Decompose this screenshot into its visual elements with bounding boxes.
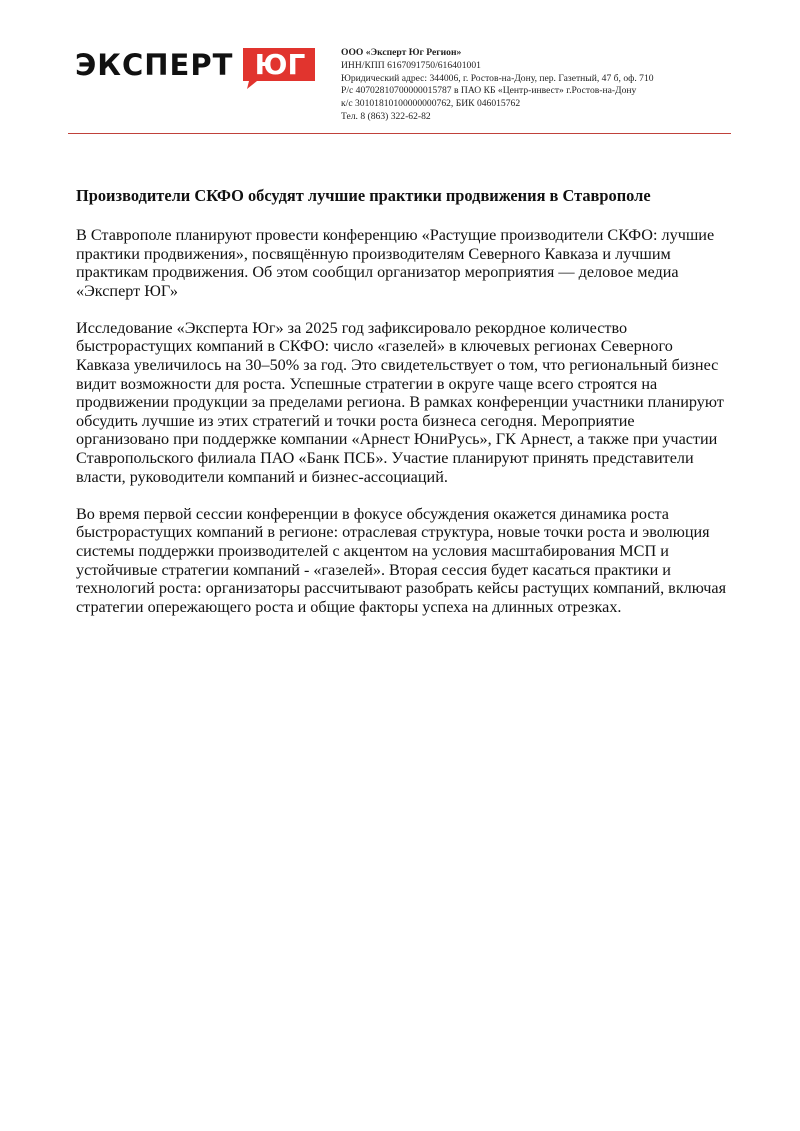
company-logo xyxy=(75,48,315,90)
company-corr-account: к/с 30101810100000000762, БИК 046015762 xyxy=(341,98,521,110)
article-paragraph: В Ставрополе планируют провести конференцию «Растущие производители СКФО: лучшие практики продвижения», посвящённую производителям Северного Кавказа и лучшим практикам продвижения. Об этом сообщил организатор мероприятия — деловое медиа «Эксперт ЮГ» xyxy=(76,226,715,300)
company-bank-account: Р/с 40702810700000015787 в ПАО КБ «Центр-инвест» г.Ростов-на-Дону xyxy=(341,85,637,97)
header-divider xyxy=(68,133,731,134)
letterhead xyxy=(0,0,800,136)
company-details xyxy=(341,47,741,124)
article-headline: Производители СКФО обсудят лучшие практики продвижения в Ставрополе xyxy=(76,186,651,205)
company-phone: Тел. 8 (863) 322-62-82 xyxy=(341,110,431,122)
logo-wordmark: ЭКСПЕРТ xyxy=(75,48,234,82)
article-paragraph: Во время первой сессии конференции в фокусе обсуждения окажется динамика роста быстрорастущих компаний в регионе: отраслевая структура, новые точки роста и эволюция системы поддержки производителей с акцентом на условия масштабирования МСП и устойчивые стратегии компаний - «газелей». Вторая сессия будет касаться практики и технологий роста: организаторы рассчитывают разобрать кейсы растущих компаний, включая стратегии опережающего роста и общие факторы успеха на длинных отрезках. xyxy=(76,504,727,616)
article-paragraph: Исследование «Эксперта Юг» за 2025 год зафиксировало рекордное количество быстрорастущих компаний в СКФО: число «газелей» в ключевых регионах Северного Кавказа увеличилось на 30–50% за год. Это свидетельствует о том, что региональный бизнес видит возможности для роста. Успешные стратегии в округе чаще всего строятся на продвижении продукции за пределами региона. В рамках конференции участники планируют обсудить лучшие из этих стратегий и точки роста бизнеса сегодня. Мероприятие организовано при поддержке компании «Арнест ЮниРусь», ГК Арнест, а также при участии Ставропольского филиала ПАО «Банк ПСБ». Участие планируют принять представители власти, руководители компаний и бизнес-ассоциаций. xyxy=(76,318,724,486)
company-name: ООО «Эксперт Юг Регион» xyxy=(341,47,462,58)
company-inn-kpp: ИНН/КПП 6167091750/616401001 xyxy=(341,59,481,71)
company-legal-address: Юридический адрес: 344006, г. Ростов-на-Дону, пер. Газетный, 47 б, оф. 710 xyxy=(341,72,654,84)
logo-box-text: ЮГ xyxy=(254,48,306,81)
press-release xyxy=(76,184,726,635)
